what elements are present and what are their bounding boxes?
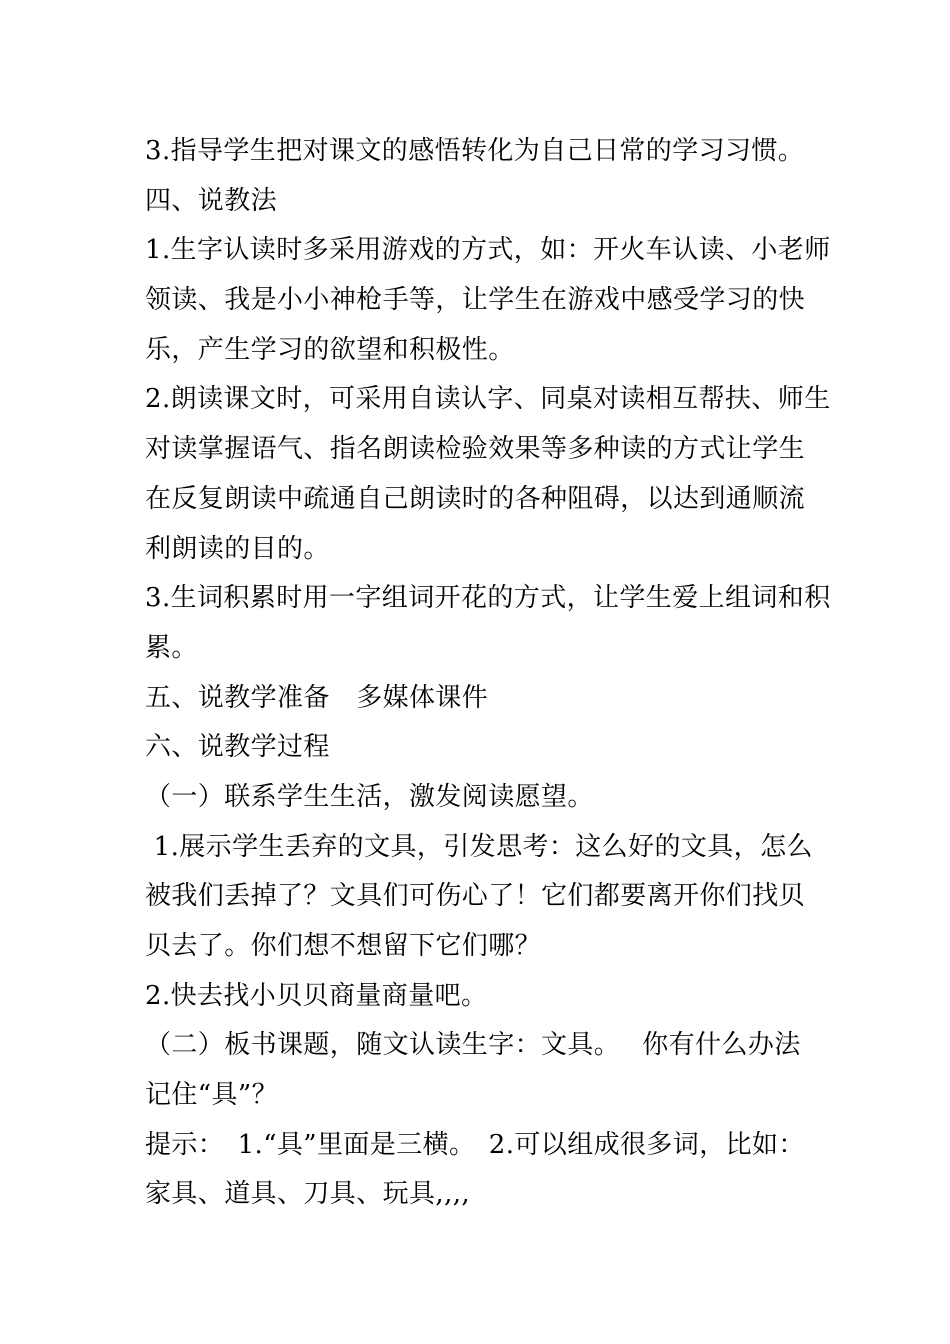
subsection-heading: （二）板书课题，随文认读生字：文具。 你有什么办法 (145, 1030, 801, 1061)
text-line: 1.生字认读时多采用游戏的方式，如：开火车认读、小老师 (145, 235, 831, 266)
text-line: 记住“具”？ (145, 1080, 278, 1111)
text-line: 累。 (145, 632, 198, 663)
text-line: 3.生词积累时用一字组词开花的方式，让学生爱上组词和积 (145, 583, 831, 614)
text-line: 贝去了。你们想不想留下它们哪？ (145, 931, 542, 961)
document-body (145, 127, 835, 1220)
text-line: 2.快去找小贝贝商量商量吧。 (145, 980, 488, 1011)
text-line: 乐，产生学习的欲望和积极性。 (145, 334, 515, 365)
text-line: 在反复朗读中疏通自己朗读时的各种阻碍，以达到通顺流 (145, 483, 806, 514)
section-heading: 六、说教学过程 (145, 732, 330, 763)
subsection-heading: （一）联系学生生活，激发阅读愿望。 (145, 781, 594, 812)
text-line: 家具、道具、刀具、玩具,,,, (145, 1179, 471, 1210)
text-line: 提示： 1.“具”里面是三横。 2.可以组成很多词，比如： (145, 1129, 805, 1160)
text-line: 利朗读的目的。 (145, 533, 330, 564)
text-line: 领读、我是小小神枪手等，让学生在游戏中感受学习的快 (145, 285, 806, 316)
text-line: 1.展示学生丢弃的文具，引发思考：这么好的文具，怎么 (145, 831, 813, 862)
text-line: 3.指导学生把对课文的感悟转化为自己日常的学习习惯。 (145, 136, 805, 166)
text-line: 2.朗读课文时，可采用自读认字、同桌对读相互帮扶、师生 (145, 384, 831, 415)
text-line: 对读掌握语气、指名朗读检验效果等多种读的方式让学生 (145, 434, 806, 465)
text-line: 被我们丢掉了？文具们可伤心了！它们都要离开你们找贝 (145, 881, 806, 912)
section-heading: 四、说教法 (145, 185, 278, 216)
section-heading: 五、说教学准备 多媒体课件 (145, 682, 489, 713)
